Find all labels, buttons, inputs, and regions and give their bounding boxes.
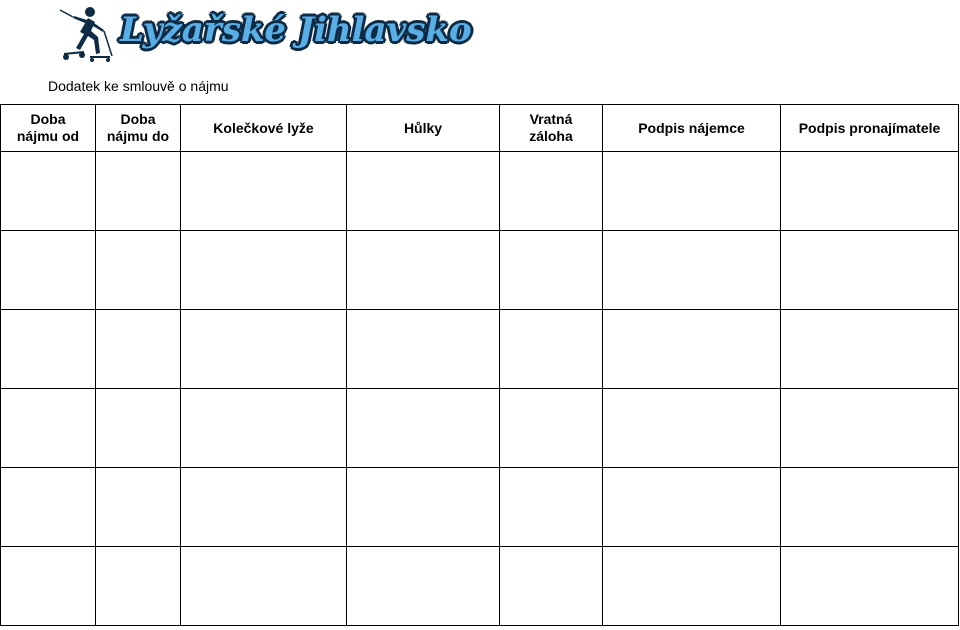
table-cell[interactable] (781, 389, 959, 468)
table-cell[interactable] (1, 231, 96, 310)
table-row (1, 468, 959, 547)
column-header (781, 105, 959, 152)
table-header-row (1, 105, 959, 152)
table-cell[interactable] (500, 310, 603, 389)
table-cell[interactable] (96, 310, 181, 389)
logo (50, 4, 472, 62)
column-header (603, 105, 781, 152)
table-cell[interactable] (347, 389, 500, 468)
table-cell[interactable] (347, 310, 500, 389)
table-cell[interactable] (96, 468, 181, 547)
table-cell[interactable] (603, 310, 781, 389)
column-header-line1: Vratná (529, 111, 573, 127)
table-cell[interactable] (347, 468, 500, 547)
skier-icon (50, 4, 114, 62)
table-cell[interactable] (603, 231, 781, 310)
column-header (96, 105, 181, 152)
table-row (1, 231, 959, 310)
table-cell[interactable] (96, 547, 181, 626)
table-cell[interactable] (181, 310, 347, 389)
table-row (1, 547, 959, 626)
column-header-line2: nájmu do (106, 128, 170, 144)
column-header (347, 105, 500, 152)
table-cell[interactable] (1, 310, 96, 389)
column-header (500, 105, 603, 152)
table-row (1, 389, 959, 468)
table-cell[interactable] (347, 231, 500, 310)
table-cell[interactable] (781, 231, 959, 310)
column-header-line1: Doba (120, 111, 156, 127)
table-cell[interactable] (500, 231, 603, 310)
table-cell[interactable] (781, 547, 959, 626)
table-cell[interactable] (347, 152, 500, 231)
table-cell[interactable] (1, 389, 96, 468)
table-cell[interactable] (181, 152, 347, 231)
column-header-line1: Doba (30, 111, 66, 127)
table-cell[interactable] (603, 468, 781, 547)
column-header (181, 105, 347, 152)
table-cell[interactable] (603, 389, 781, 468)
table-cell[interactable] (603, 547, 781, 626)
table-cell[interactable] (500, 468, 603, 547)
column-header (1, 105, 96, 152)
table-body (1, 152, 959, 626)
column-header-line1: Podpis nájemce (638, 119, 745, 136)
column-header-line1: Kolečkové lyže (213, 119, 314, 136)
table-cell[interactable] (781, 152, 959, 231)
table-cell[interactable] (603, 152, 781, 231)
table-cell[interactable] (181, 547, 347, 626)
logo-text: Lyžařské Jihlavsko (120, 10, 472, 50)
table-row (1, 310, 959, 389)
table-cell[interactable] (96, 389, 181, 468)
table-cell[interactable] (1, 152, 96, 231)
table-cell[interactable] (96, 231, 181, 310)
table-cell[interactable] (181, 231, 347, 310)
table-cell[interactable] (500, 389, 603, 468)
table-cell[interactable] (781, 468, 959, 547)
table-cell[interactable] (347, 547, 500, 626)
table-cell[interactable] (96, 152, 181, 231)
column-header-line2: záloha (529, 128, 573, 144)
table-cell[interactable] (181, 389, 347, 468)
column-header-line2: nájmu od (16, 128, 80, 144)
table-cell[interactable] (781, 310, 959, 389)
rental-table (0, 104, 959, 626)
table-cell[interactable] (1, 547, 96, 626)
table-cell[interactable] (500, 547, 603, 626)
document-title: Dodatek ke smlouvě o nájmu (48, 78, 229, 94)
column-header-line1: Hůlky (403, 119, 443, 136)
table-cell[interactable] (181, 468, 347, 547)
column-header-line1: Podpis pronajímatele (798, 119, 941, 136)
table-cell[interactable] (500, 152, 603, 231)
table-row (1, 152, 959, 231)
table-cell[interactable] (1, 468, 96, 547)
